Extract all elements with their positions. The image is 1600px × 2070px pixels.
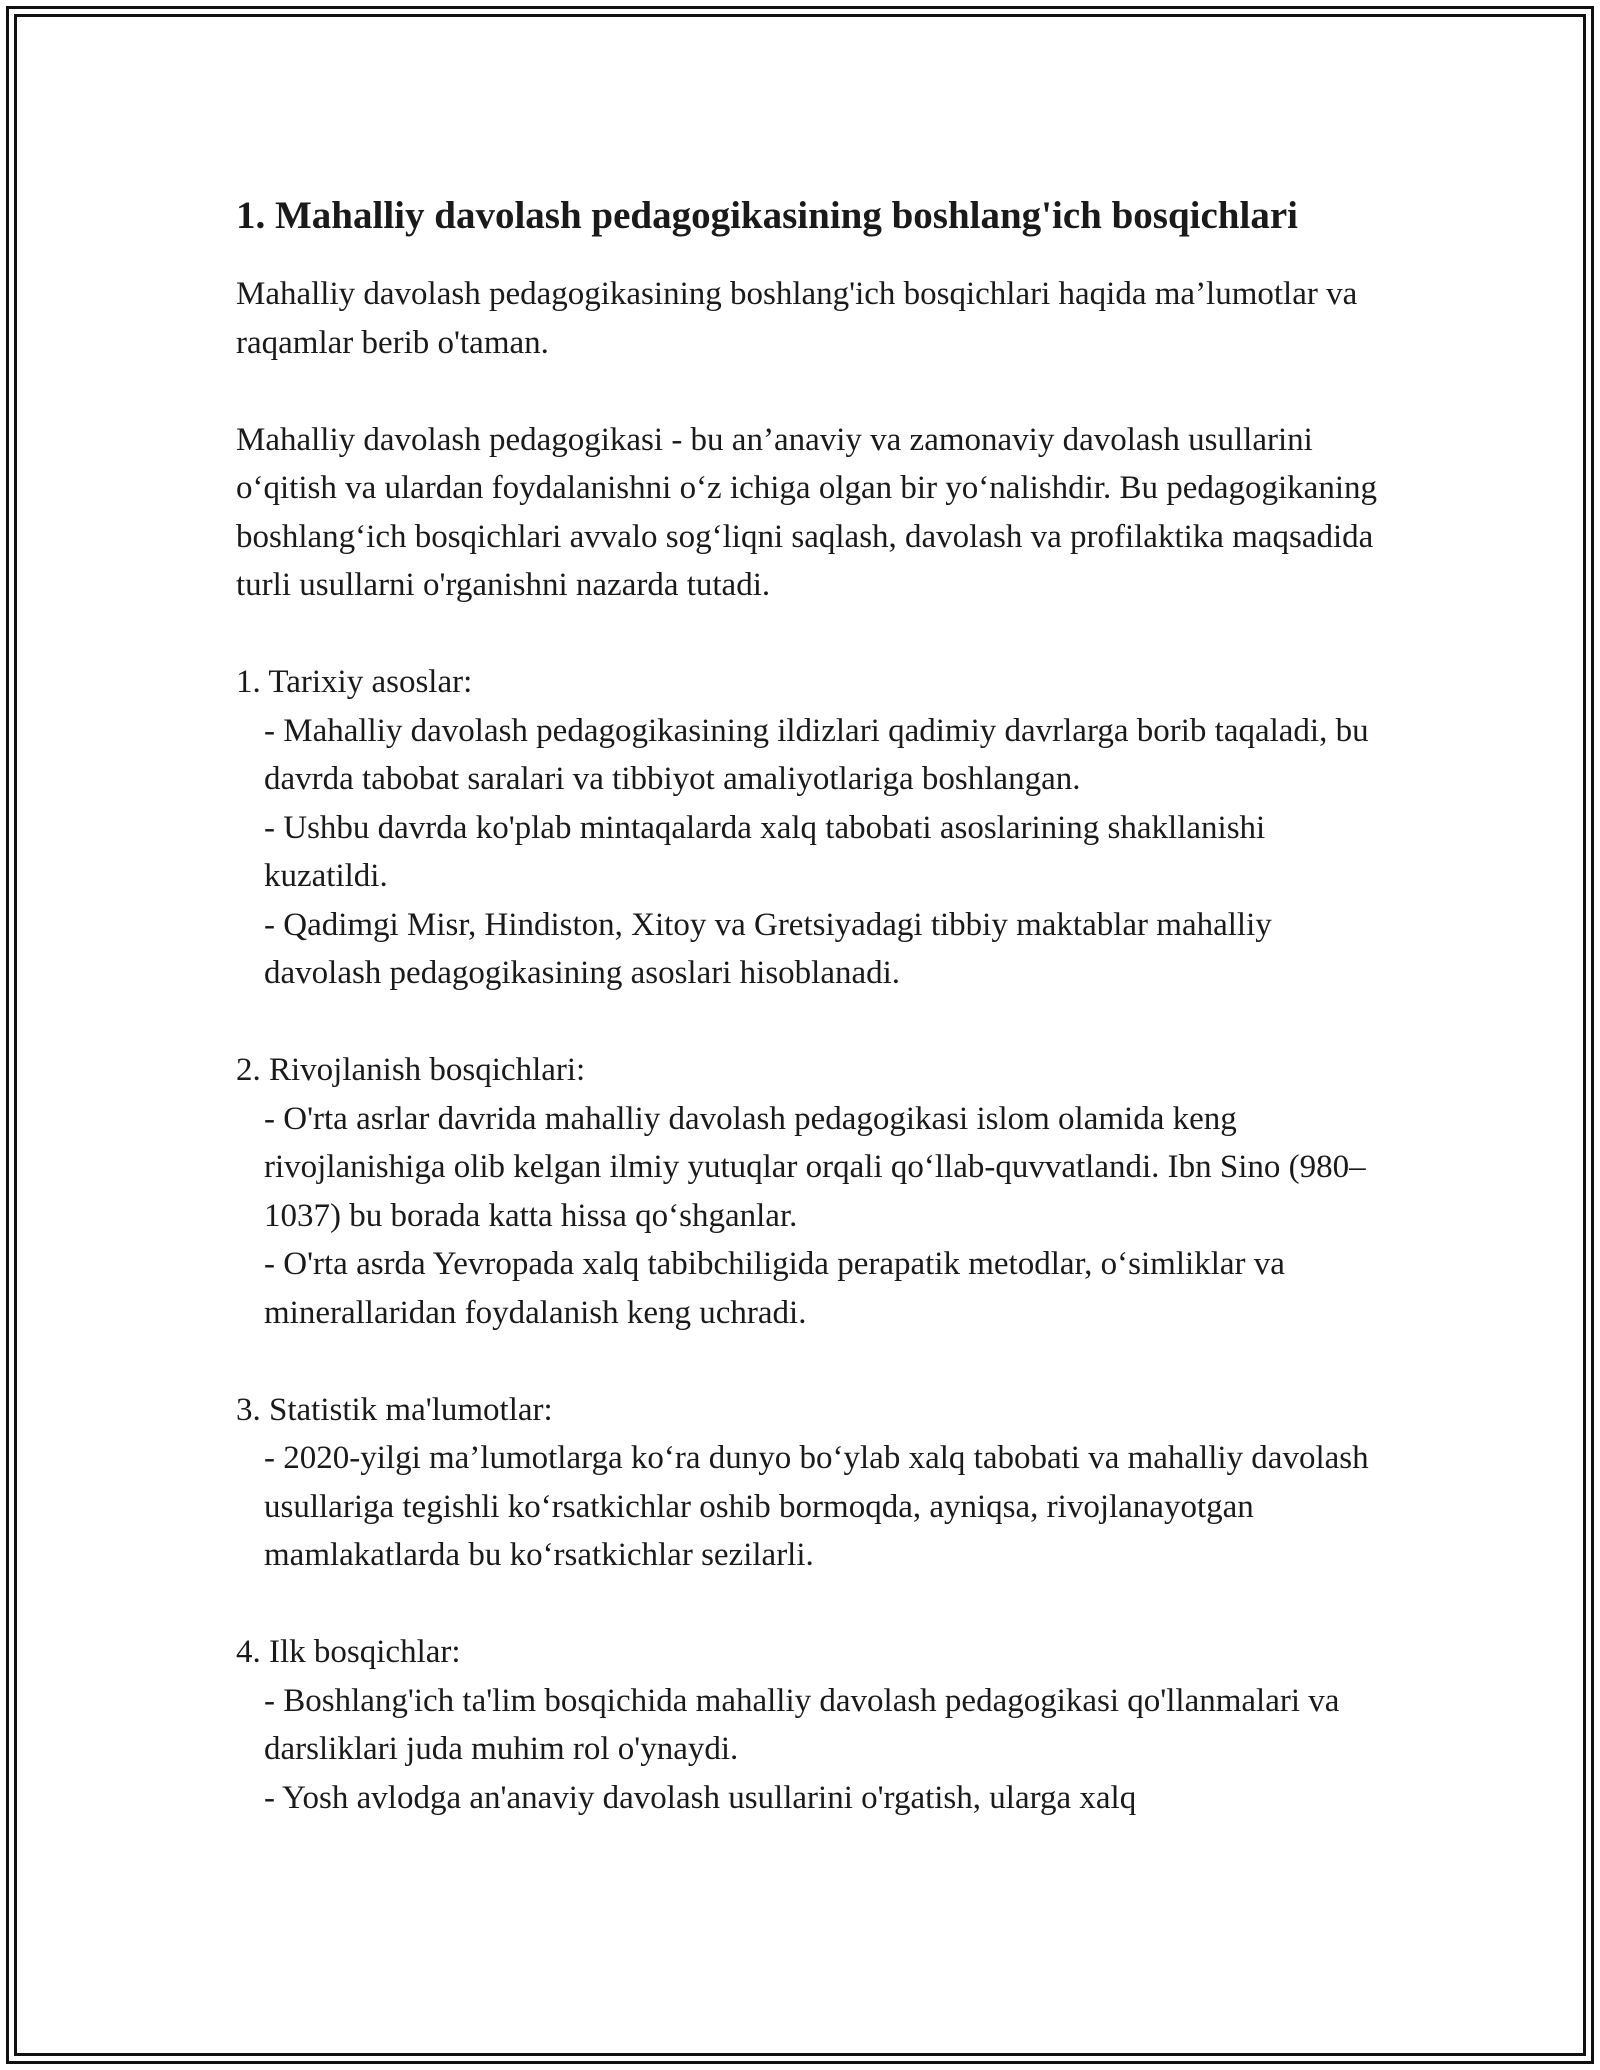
- spacer: [236, 1337, 1386, 1386]
- section-bullet: - Yosh avlodga an'anaviy davolash usullarini o'rgatish, ularga xalq: [264, 1779, 1137, 1816]
- spacer: [236, 367, 1386, 416]
- section-bullet: - 2020-yilgi ma’lumotlarga ko‘ra dunyo bo‘ylab xalq tabobati va mahalliy davolash usullariga tegishli ko‘rsatkichlar oshib bormoqda, ayniqsa, rivojlanayotgan mamlakatlarda bu ko‘rsatkichlar sezilarli.: [264, 1440, 1377, 1573]
- spacer: [236, 1580, 1386, 1629]
- section-heading: 2. Rivojlanish bosqichlari:: [236, 1052, 586, 1088]
- section-bullet: - Ushbu davrda ko'plab mintaqalarda xalq tabobati asoslarining shakllanishi kuzatildi.: [264, 809, 1274, 894]
- document-title: 1. Mahalliy davolash pedagogikasining boshlang'ich bosqichlari: [236, 194, 1298, 237]
- section-bullet: - O'rta asrlar davrida mahalliy davolash pedagogikasi islom olamida keng rivojlanishiga olib kelgan ilmiy yutuqlar orqali qo‘llab-quvvatlandi. Ibn Sino (980–1037) bu borada katta hissa qo‘shganlar.: [264, 1100, 1366, 1234]
- section-heading: 4. Ilk bosqichlar:: [236, 1634, 461, 1670]
- spacer: [236, 998, 1386, 1047]
- document-body: [236, 188, 1386, 1822]
- section-heading: 1. Tarixiy asoslar:: [236, 664, 473, 700]
- intro-paragraph: Mahalliy davolash pedagogikasining boshlang'ich bosqichlari haqida ma’lumotlar va raqamlar berib o'taman.: [236, 276, 1366, 361]
- section-bullet: - Qadimgi Misr, Hindiston, Xitoy va Gretsiyadagi tibbiy maktablar mahalliy davolash pedagogikasining asoslari hisoblanadi.: [264, 906, 1281, 991]
- section-bullet: - Boshlang'ich ta'lim bosqichida mahalliy davolash pedagogikasi qo'llanmalari va darsliklari juda muhim rol o'ynaydi.: [264, 1682, 1348, 1767]
- main-paragraph: Mahalliy davolash pedagogikasi - bu an’anaviy va zamonaviy davolash usullarini o‘qitish va ulardan foydalanishni o‘z ichiga olgan bir yo‘nalishdir. Bu pedagogikaning boshlang‘ich bosqichlari avvalo sog‘liqni saqlash, davolash va profilaktika maqsadida turli usullarni o'rganishni nazarda tutadi.: [236, 421, 1386, 603]
- spacer: [236, 610, 1386, 659]
- section-heading: 3. Statistik ma'lumotlar:: [236, 1391, 553, 1428]
- section-bullet: - O'rta asrda Yevropada xalq tabibchiligida perapatik metodlar, o‘simliklar va minerallaridan foydalanish keng uchradi.: [264, 1246, 1294, 1331]
- section-bullet: - Mahalliy davolash pedagogikasining ildizlari qadimiy davrlarga borib taqaladi, bu davrda tabobat saralari va tibbiyot amaliyotlariga boshlangan.: [264, 712, 1377, 797]
